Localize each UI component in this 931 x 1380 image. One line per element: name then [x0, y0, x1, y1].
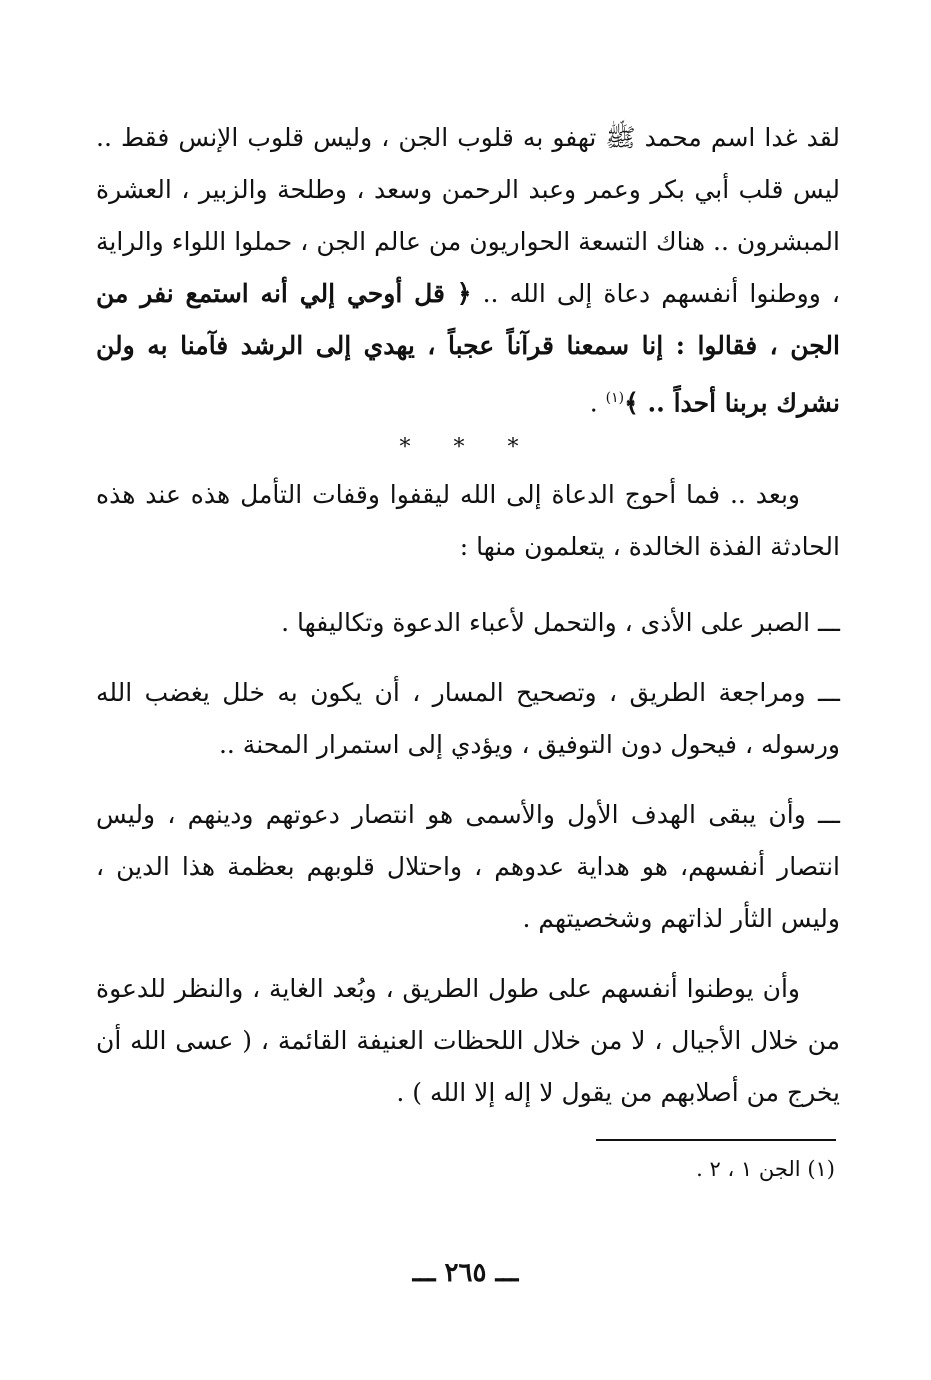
footnote-divider [596, 1139, 836, 1141]
footnote: (١) الجن ١ ، ٢ . [696, 1157, 835, 1181]
page-number: ـــ ٢٦٥ ـــ [412, 1258, 519, 1288]
lesson-point-goal: ـــ وأن يبقى الهدف الأول والأسمى هو انتصار دعوتهم ودينهم ، وليس انتصار أنفسهم، هو هداية عدوهم ، واحتلال قلوبهم بعظمة هذا الدين ، وليس الثأر لذاتهم وشخصيتهم . [96, 800, 840, 934]
section-separator: * * * [399, 435, 537, 461]
paragraph-conclusion: وأن يوطنوا أنفسهم على طول الطريق ، وبُعد الغاية ، والنظر للدعوة من خلال الأجيال ، لا من خلال اللحظات العنيفة القائمة ، ( عسى الله أن يخرج من أصلابهم من يقول لا إله إلا الله ) . [96, 974, 840, 1108]
page-body [96, 112, 840, 1119]
quran-verse: ﴿ قل أوحي إلي أنه استمع نفر من الجن ، فقالوا : إنا سمعنا قرآناً عجباً ، يهدي إلى الرشد فآمنا به ولن نشرك بربنا أحداً .. ﴾ [96, 279, 840, 418]
paragraph-lessons-intro: وبعد .. فما أحوج الدعاة إلى الله ليقفوا وقفات التأمل هذه عند هذه الحادثة الفذة الخالدة ، يتعلمون منها : [96, 480, 840, 562]
footnote-reference: (١) [605, 390, 625, 406]
paragraph-jinn-intro-text: لقد غدا اسم محمد ﷺ تهفو به قلوب الجن ، وليس قلوب الإنس فقط .. ليس قلب أبي بكر وعمر وعبد الرحمن وسعد ، وطلحة والزبير ، العشرة المبشرون .. هناك التسعة الحواريون من عالم الجن ، حملوا اللواء والراية ، ووطنوا أنفسهم دعاة إلى الله .. [96, 123, 840, 308]
paragraph-end-mark: . [589, 388, 606, 418]
lesson-point-review-path: ـــ ومراجعة الطريق ، وتصحيح المسار ، أن يكون به خلل يغضب الله ورسوله ، فيحول دون التوفيق ، ويؤدي إلى استمرار المحنة .. [96, 678, 840, 760]
lesson-point-patience: ـــ الصبر على الأذى ، والتحمل لأعباء الدعوة وتكاليفها . [281, 608, 840, 638]
paragraph-jinn-intro [96, 112, 840, 429]
